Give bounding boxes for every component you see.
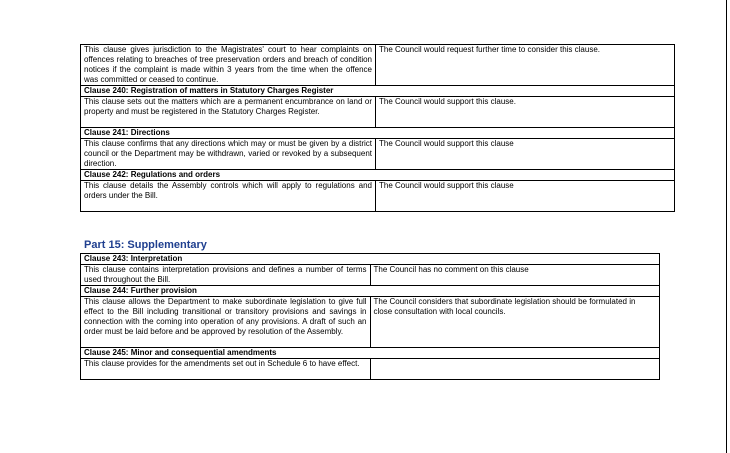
clause-heading-row — [81, 348, 660, 359]
clause-243-heading: Clause 243: Interpretation — [81, 254, 660, 265]
page-edge-line — [726, 0, 727, 453]
clause-240-heading: Clause 240: Registration of matters in Statutory Charges Register — [81, 86, 675, 97]
clause-description: This clause provides for the amendments set out in Schedule 6 to have effect. — [81, 359, 371, 380]
table-row — [81, 181, 675, 212]
table-row — [81, 139, 675, 170]
council-response: The Council would request further time to consider this clause. — [376, 45, 675, 86]
clause-heading-row — [81, 170, 675, 181]
table-row — [81, 297, 660, 348]
clause-description: This clause contains interpretation provisions and defines a number of terms used throughout the Bill. — [81, 265, 371, 286]
clause-241-heading: Clause 241: Directions — [81, 128, 675, 139]
clause-description: This clause allows the Department to make subordinate legislation to give full effect to the Bill including transitional or transitory provisions and savings in connection with the coming into operation of any provisions. A draft of such an order must be laid before and be approved by resolution of the Assembly. — [81, 297, 371, 348]
clause-heading-row — [81, 86, 675, 97]
clause-heading-row — [81, 254, 660, 265]
table-row — [81, 265, 660, 286]
clause-244-heading: Clause 244: Further provision — [81, 286, 660, 297]
clause-245-heading: Clause 245: Minor and consequential amendments — [81, 348, 660, 359]
council-response — [370, 359, 660, 380]
clause-heading-row — [81, 128, 675, 139]
clauses-table-part15 — [80, 253, 660, 380]
clause-description: This clause confirms that any directions which may or must be given by a district council or the Department may be withdrawn, varied or revoked by a subsequent direction. — [81, 139, 376, 170]
council-response: The Council would support this clause. — [376, 97, 675, 128]
clause-heading-row — [81, 286, 660, 297]
clause-242-heading: Clause 242: Regulations and orders — [81, 170, 675, 181]
council-response: The Council would support this clause — [376, 181, 675, 212]
clause-description: This clause sets out the matters which are a permanent encumbrance on land or property and must be registered in the Statutory Charges Register. — [81, 97, 376, 128]
part-15-heading: Part 15: Supplementary — [84, 239, 207, 251]
table-row — [81, 359, 660, 380]
council-response: The Council considers that subordinate legislation should be formulated in close consultation with local councils. — [370, 297, 660, 348]
council-response: The Council has no comment on this clause — [370, 265, 660, 286]
clause-description: This clause gives jurisdiction to the Magistrates' court to hear complaints on offences relating to breaches of tree preservation orders and breach of condition notices if the complaint is made within 3 years from the time when the offence was committed or ceased to continue. — [81, 45, 376, 86]
table-row — [81, 97, 675, 128]
council-response: The Council would support this clause — [376, 139, 675, 170]
clause-description: This clause details the Assembly controls which will apply to regulations and orders under the Bill. — [81, 181, 376, 212]
table-row — [81, 45, 675, 86]
clauses-table-part14 — [80, 44, 675, 212]
